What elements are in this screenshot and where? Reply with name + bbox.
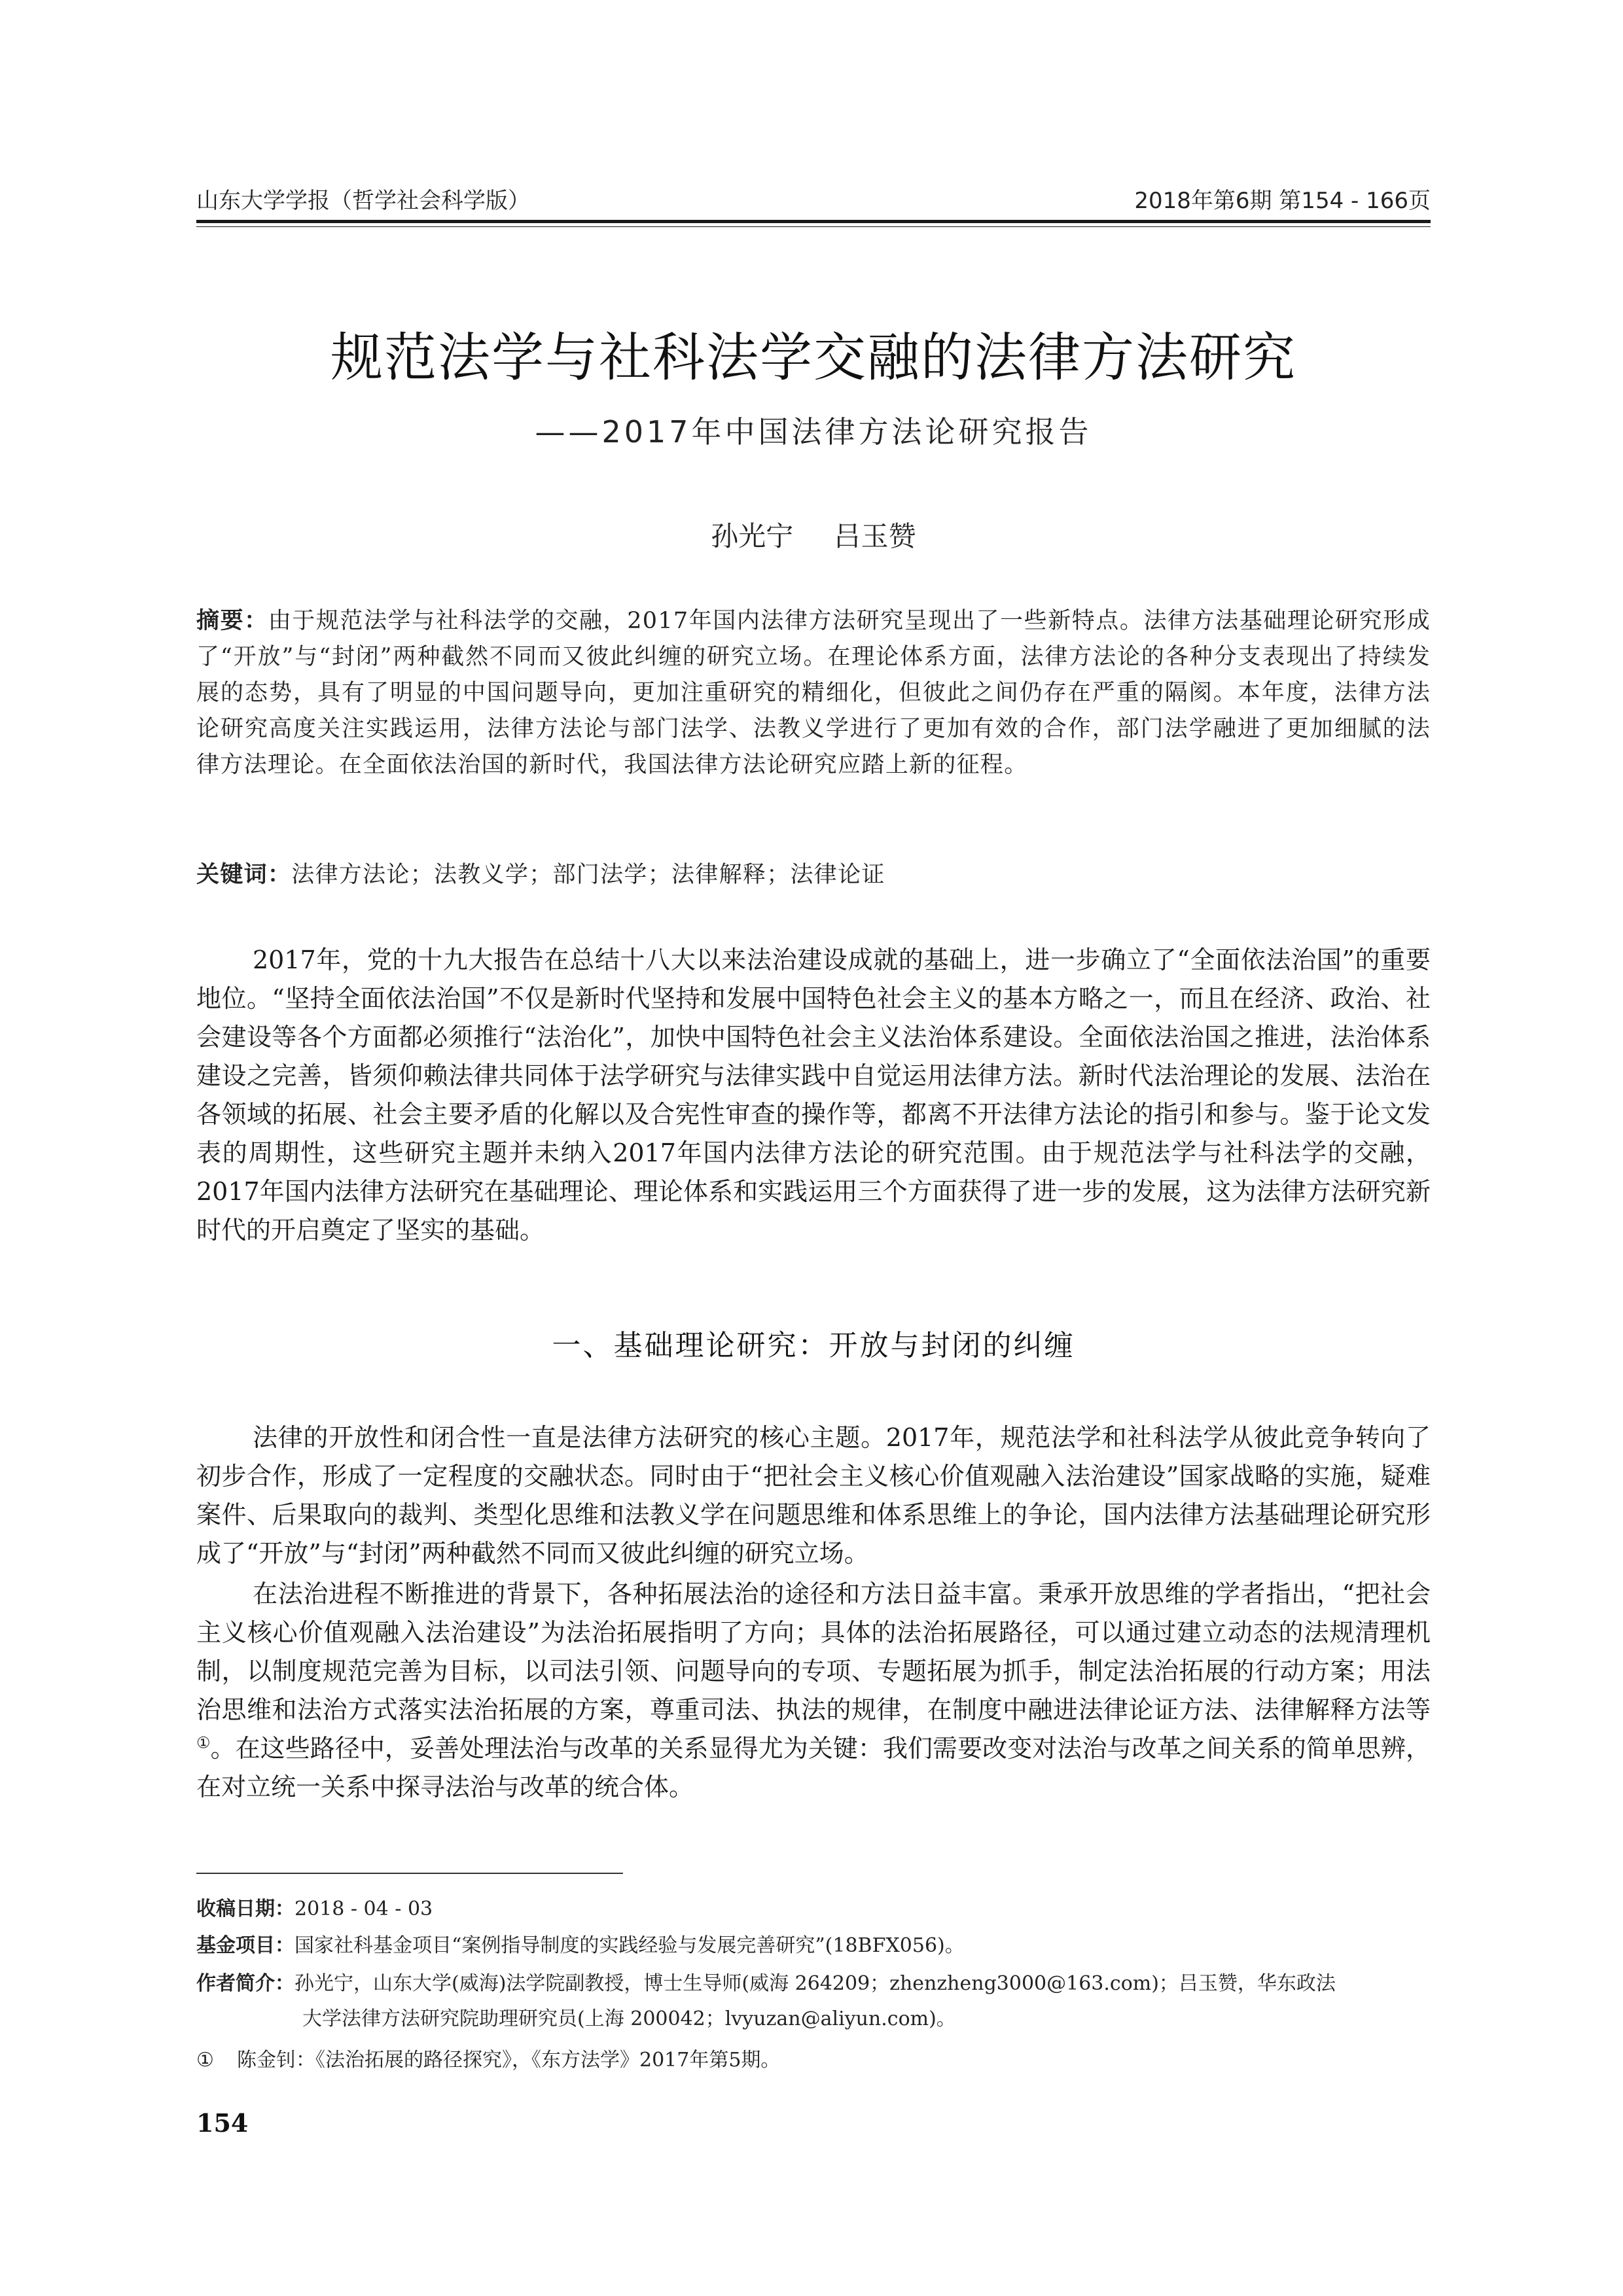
author-list (196, 517, 1431, 556)
author-info-line: 大学法律方法研究院助理研究员(上海 200042；lvyuzan@aliyun.com)。 (302, 2007, 956, 2030)
header-rule-thin (196, 226, 1431, 227)
body-paragraph: 法律的开放性和闭合性一直是法律方法研究的核心主题。2017年，规范法学和社科法学从彼此竞争转向了初步合作，形成了一定程度的交融状态。同时由于“把社会主义核心价值观融入法治建设”国家战略的实施，疑难案件、后果取向的裁判、类型化思维和法教义学在问题思维和体系思维上的争论，国内法律方法基础理论研究形成了“开放”与“封闭”两种截然不同而又彼此纠缠的研究立场。 (196, 1423, 1431, 1568)
paragraph-text: 。在这些路径中，妥善处理法治与改革的关系显得尤为关键：我们需要改变对法治与改革之间关系的简单思辨，在对立统一关系中探寻法治与改革的统合体。 (196, 1734, 1431, 1801)
author-name: 孙光宁 (711, 520, 794, 552)
body-paragraph: 2017年，党的十九大报告在总结十八大以来法治建设成就的基础上，进一步确立了“全面依法治国”的重要地位。“坚持全面依法治国”不仅是新时代坚持和发展中国特色社会主义的基本方略之一，而且在经济、政治、社会建设等各个方面都必须推行“法治化”，加快中国特色社会主义法治体系建设。全面依法治国之推进，法治体系建设之完善，皆须仰赖法律共同体于法学研究与法律实践中自觉运用法律方法。新时代法治理论的发展、法治在各领域的拓展、社会主要矛盾的化解以及合宪性审查的操作等，都离不开法律方法论的指引和参与。鉴于论文发表的周期性，这些研究主题并未纳入2017年国内法律方法论的研究范围。由于规范法学与社科法学的交融，2017年国内法律方法研究在基础理论、理论体系和实践运用三个方面获得了进一步的发展，这为法律方法研究新时代的开启奠定了坚实的基础。 (196, 945, 1431, 1245)
received-date (196, 1894, 1431, 1924)
paragraph-text: 在法治进程不断推进的背景下，各种拓展法治的途径和方法日益丰富。秉承开放思维的学者指出，“把社会主义核心价值观融入法治建设”为法治拓展指明了方向；具体的法治拓展路径，可以通过建立动态的法规清理机制，以制度规范完善为目标，以司法引领、问题导向的专项、专题拓展为抓手，制定法治拓展的行动方案；用法治思维和法治方式落实法治拓展的方案，尊重司法、执法的规律，在制度中融进法律论证方法、法律解释方法等 (196, 1580, 1431, 1724)
abstract-label: 摘要： (196, 608, 268, 634)
running-header (196, 185, 1431, 217)
footnote (196, 2045, 1431, 2075)
page-number: 154 (196, 2108, 249, 2138)
fund-value: 国家社科基金项目“案例指导制度的实践经验与发展完善研究”(18BFX056)。 (294, 1934, 965, 1957)
received-value: 2018 - 04 - 03 (294, 1898, 433, 1920)
footnote-divider (196, 1873, 623, 1874)
author-info (196, 1969, 1431, 1999)
author-info-line: 孙光宁，山东大学(威海)法学院副教授，博士生导师(威海 264209；zhenzheng3000@163.com)；吕玉赞，华东政法 (294, 1972, 1336, 1995)
footnote-mark: ① (196, 2049, 214, 2072)
author-name: 吕玉赞 (833, 520, 916, 552)
abstract (196, 603, 1431, 783)
header-rule-thick (196, 220, 1431, 223)
keywords-label: 关键词： (196, 862, 292, 888)
keywords (196, 858, 1431, 891)
article-title: 规范法学与社科法学交融的法律方法研究 (330, 327, 1296, 388)
fund-info (196, 1931, 1431, 1961)
section-heading: 一、基础理论研究：开放与封闭的纠缠 (552, 1329, 1075, 1362)
author-info-label: 作者简介： (196, 1972, 294, 1995)
abstract-text: 由于规范法学与社科法学的交融，2017年国内法律方法研究呈现出了一些新特点。法律方法基础理论研究形成了“开放”与“封闭”两种截然不同而又彼此纠缠的研究立场。在理论体系方面，法律方法论的各种分支表现出了持续发展的态势，具有了明显的中国问题导向，更加注重研究的精细化，但彼此之间仍存在严重的隔阂。本年度，法律方法论研究高度关注实践运用，法律方法论与部门法学、法教义学进行了更加有效的合作，部门法学融进了更加细腻的法律方法理论。在全面依法治国的新时代，我国法律方法论研究应踏上新的征程。 (196, 608, 1431, 778)
keywords-text: 法律方法论；法教义学；部门法学；法律解释；法律论证 (291, 862, 885, 888)
body-paragraph (196, 1575, 1431, 1807)
footnote-ref[interactable]: ① (196, 1733, 211, 1752)
received-label: 收稿日期： (196, 1898, 294, 1920)
footnote-text: 陈金钊：《法治拓展的路径探究》，《东方法学》2017年第5期。 (237, 2049, 781, 2072)
issue-info: 2018年第6期 第154 - 166页 (1134, 188, 1431, 214)
journal-name: 山东大学学报（哲学社会科学版） (196, 188, 530, 214)
article-subtitle: ——2017年中国法律方法论研究报告 (535, 414, 1092, 450)
fund-label: 基金项目： (196, 1934, 294, 1957)
